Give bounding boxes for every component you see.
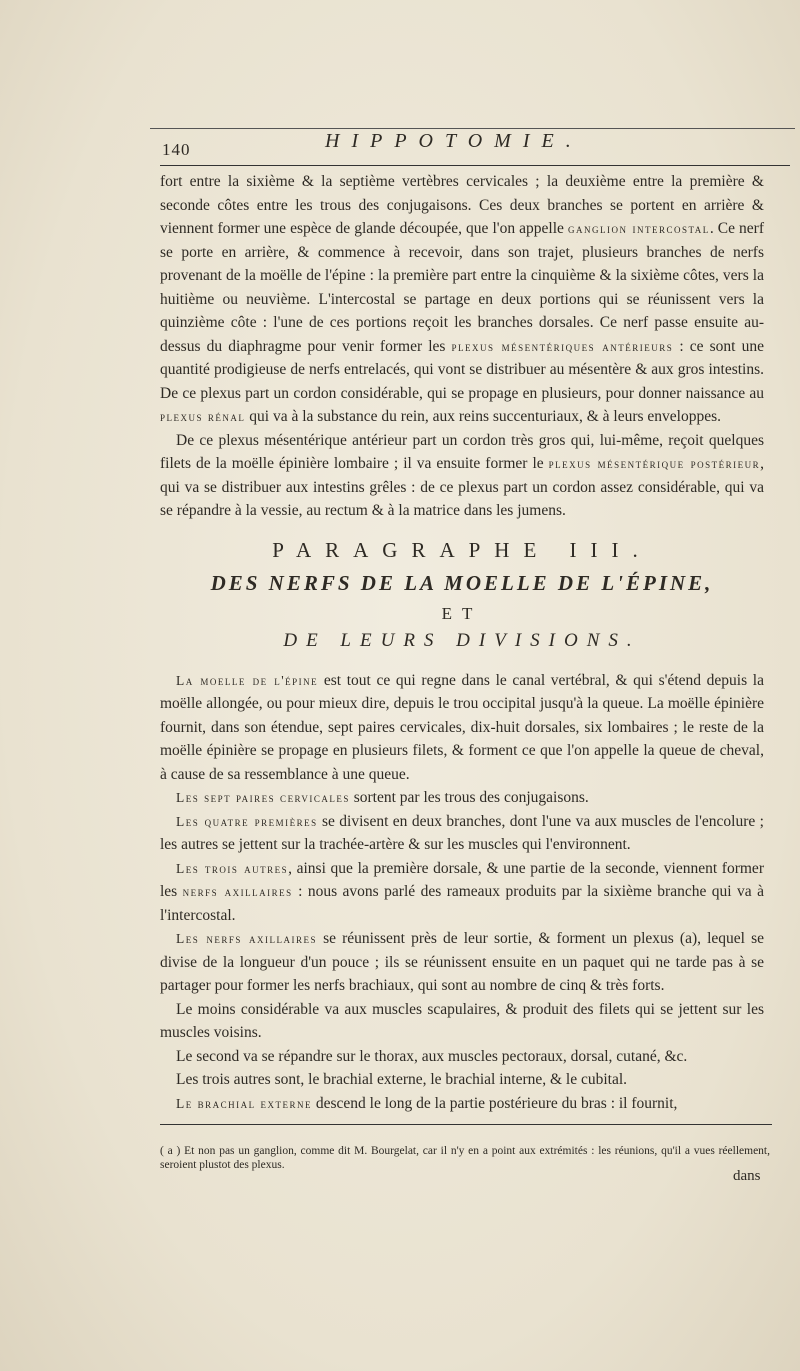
text-run: : ce sont une quantité prodigieuse de nerfs entrelacés, qui vont se distribuer au mésentère & aux gros intestins. De ce plexus part un cordon considérable, qui se propage en plusieurs, pour donner naissance au: [160, 337, 764, 402]
paragraph-heading: PARAGRAPHE III.: [272, 537, 652, 562]
catchword: dans: [733, 1168, 761, 1184]
small-caps-term: plexus mésentérique postérieur: [548, 456, 761, 471]
small-caps-term: nerfs axillaires: [182, 884, 293, 899]
small-caps-term: plexus rénal: [160, 409, 246, 424]
paragraph-4: [160, 786, 764, 810]
small-caps-term: Les trois autres: [176, 860, 289, 876]
text-run: sortent par les trous des conjugaisons.: [349, 789, 589, 806]
footnote: ( a ) Et non pas un ganglion, comme dit M. Bourgelat, car il n'y en a point aux extrémités : les réunions, qu'il a vues réellement, seroient plustot des plexus.: [160, 1145, 770, 1171]
top-rule: [150, 128, 795, 129]
small-caps-term: Les nerfs axillaires: [176, 931, 317, 946]
text-run: : nous avons parlé des rameaux produits par la sixième branche qui va à l'intercostal.: [160, 883, 764, 924]
small-caps-term: plexus mésentériques antérieurs: [451, 338, 674, 354]
paragraph-9: Le second va se répandre sur le thorax, aux muscles pectoraux, dorsal, cutané, &c.: [176, 1047, 688, 1065]
paragraph-5: [160, 810, 764, 857]
text-run: descend le long de la partie postérieure du bras : il fournit,: [312, 1094, 678, 1112]
paragraph-3: [160, 669, 764, 787]
text-run: . Ce nerf se porte en arrière, & commence à recevoir, dans son trajet, plusieurs branches de nerfs provenant de la moëlle de l'épine : la première part entre la cinquième & la sixième côtes, vers la huitième ou neuvième. L'intercostal se partage en deux portions qui se réunissent vers la quinzième côte : l'une de ces portions reçoit les branches dorsales. Ce nerf passe ensuite au-dessus du diaphragme pour venir former les: [160, 220, 764, 355]
paragraph-2: [160, 429, 764, 523]
text-run: se divisent en deux branches, dont l'une va aux muscles de l'encolure ; les autres se jettent sur la trachée-artère & sur les muscles qui l'environnent.: [160, 812, 764, 853]
paragraph-10: Les trois autres sont, le brachial externe, le brachial interne, & le cubital.: [176, 1071, 628, 1088]
section-title: DES NERFS DE LA MOELLE DE L'ÉPINE,: [210, 571, 714, 595]
section-subtitle: DE LEURS DIVISIONS.: [283, 630, 641, 651]
page-number: 140: [162, 140, 191, 159]
section-conjunction: ET: [441, 603, 483, 623]
body-text: [160, 170, 764, 1115]
paragraph-8: Le moins considérable va aux muscles scapulaires, & produit des filets qui se jettent sur les muscles voisins.: [160, 1000, 764, 1041]
paragraph-7: [160, 927, 764, 998]
header-rule: [160, 165, 790, 166]
paragraph-11: [160, 1092, 764, 1116]
text-run: est tout ce qui regne dans le canal vertébral, & qui s'étend depuis la moëlle allongée, ou pour mieux dire, depuis le trou occipital jusqu'à la queue. La moëlle épinière fournit, dans son étendue, sept paires cervicales, dix-huit dorsales, six lombaires ; le reste de la moëlle épinière se propage en plusieurs filets, & forment ce que l'on appelle la queue de cheval, à cause de sa ressemblance à une queue.: [160, 671, 764, 783]
text-run: qui va à la substance du rein, aux reins succenturiaux, & à leurs enveloppes.: [245, 408, 722, 425]
text-run: fort entre la sixième & la septième vertèbres cervicales ; la deuxième entre la première & seconde côtes entre les trous des conjugaisons. Ces deux branches se portent en arrière & viennent former une espèce de glande découpée, que l'on appelle: [160, 173, 764, 237]
paragraph-1: [160, 170, 764, 429]
text-run: , qui va se distribuer aux intestins grêles : de ce plexus part un cordon assez considérable, qui va se répandre à la vessie, au rectum & à la matrice dans les jumens.: [160, 455, 764, 519]
small-caps-term: ganglion intercostal: [567, 221, 710, 236]
small-caps-term: La moelle de l'épine: [176, 672, 319, 688]
footnote-rule: [160, 1124, 772, 1125]
text-run: se réunissent près de leur sortie, & forment un plexus (a), lequel se divise de la longueur d'un pouce ; ils se réunissent ensuite en un paquet qui ne tarde pas à se partager pour former les nerfs brachiaux, qui sont au nombre de cinq & très forts.: [160, 930, 764, 994]
running-head: HIPPOTOMIE.: [325, 130, 583, 152]
text-run: , ainsi que la première dorsale, & une partie de la seconde, viennent former les: [160, 859, 764, 900]
text-run: De ce plexus mésentérique antérieur part un cordon très gros qui, lui-même, reçoit quelques filets de la moëlle épinière lombaire ; il va ensuite former le: [160, 431, 764, 472]
small-caps-term: Les sept paires cervicales: [176, 790, 350, 805]
small-caps-term: Les quatre premières: [176, 813, 318, 829]
small-caps-term: Le brachial externe: [176, 1095, 312, 1111]
paragraph-6: [160, 857, 764, 928]
